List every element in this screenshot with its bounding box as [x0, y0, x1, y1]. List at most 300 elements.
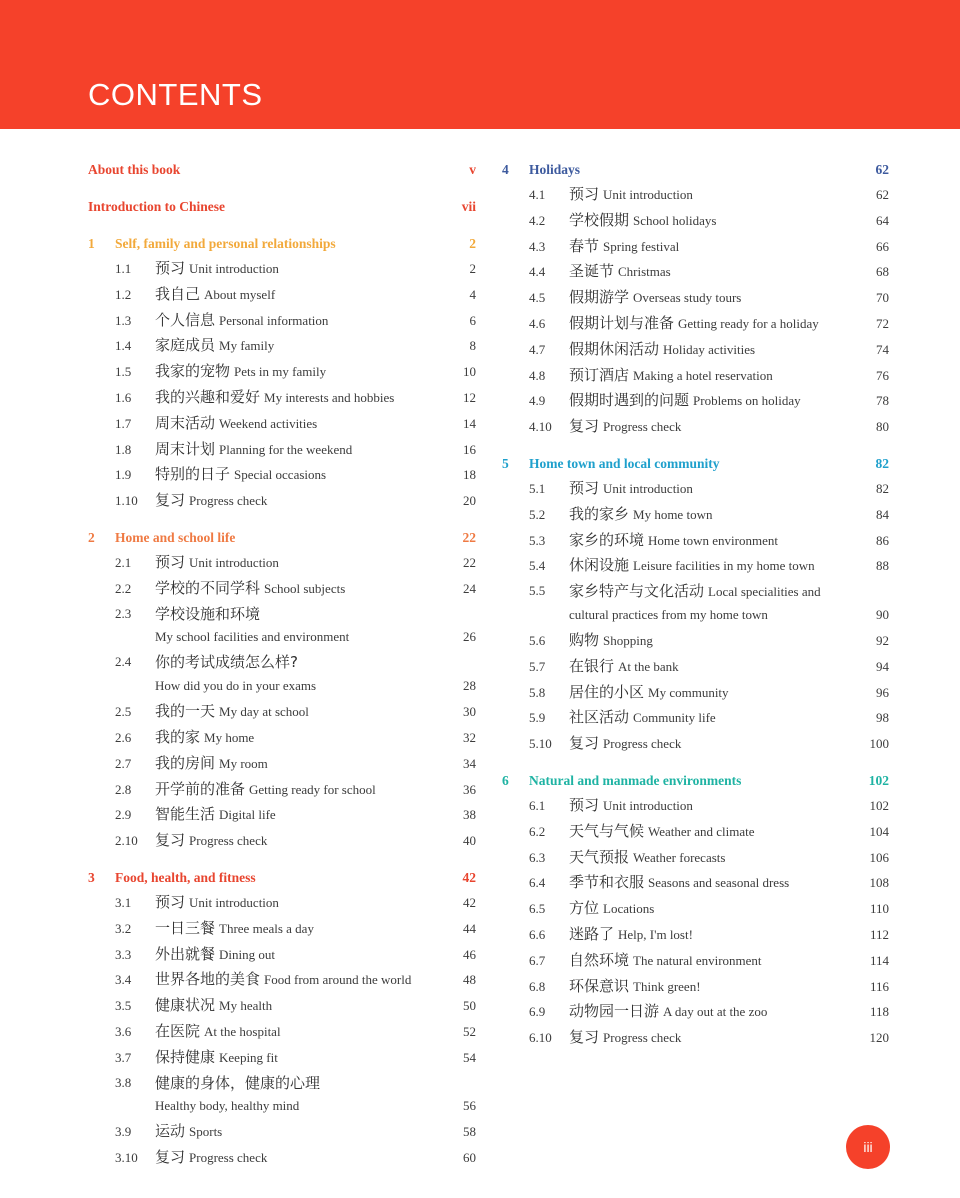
unit-heading[interactable]: [502, 158, 889, 182]
section-number: 4.10: [529, 419, 552, 435]
section-title-zh: 季节和衣服: [569, 873, 645, 892]
section-number: 5.10: [529, 736, 552, 752]
section-title-zh: 健康的身体，健康的心理: [155, 1073, 321, 1092]
section-row[interactable]: [88, 1071, 476, 1120]
entry-page: vii: [461, 199, 476, 214]
section-page: 36: [463, 781, 476, 797]
section-title-zh: 健康状况: [155, 996, 216, 1015]
unit-page: 102: [868, 772, 889, 788]
section-page: 62: [876, 187, 889, 202]
section-row[interactable]: [502, 948, 889, 974]
section-page: 18: [463, 467, 476, 483]
section-row[interactable]: [88, 385, 476, 411]
section-number: 6.8: [529, 978, 546, 994]
section-page: 78: [876, 393, 889, 409]
section-row[interactable]: [88, 256, 476, 282]
section-title-zh: 假期休闲活动: [569, 339, 660, 358]
section-title-en: My room: [219, 755, 268, 771]
section-title-en: Weekend activities: [219, 415, 318, 431]
section-number: 4.3: [529, 238, 546, 254]
section-title-zh: 开学前的准备: [155, 779, 246, 798]
section-number: 2.7: [115, 755, 132, 771]
section-row[interactable]: [88, 967, 476, 993]
toc-entry-introduction[interactable]: [88, 195, 476, 219]
section-title-en: Unit introduction: [603, 187, 693, 202]
section-title-zh: 我的家乡: [569, 504, 630, 523]
section-page: 46: [463, 946, 476, 962]
section-page: 88: [876, 558, 889, 574]
section-number: 3.1: [115, 894, 132, 910]
section-row[interactable]: [88, 828, 476, 854]
section-number: 4.1: [529, 187, 546, 202]
unit-page: 62: [875, 162, 889, 177]
section-page: 86: [876, 532, 889, 548]
section-title-en: School holidays: [633, 212, 717, 228]
section-row[interactable]: [88, 777, 476, 803]
section-row[interactable]: [88, 462, 476, 488]
section-title-en: Problems on holiday: [693, 393, 801, 409]
section-title-zh: 休闲设施: [569, 556, 630, 575]
section-number: 3.9: [115, 1124, 132, 1140]
section-number: 3.4: [115, 972, 132, 988]
section-title-zh: 家乡的环境: [569, 530, 645, 549]
section-page: 64: [876, 212, 889, 228]
section-title-en: Unit introduction: [603, 797, 693, 813]
section-title-en: Help, I'm lost!: [618, 926, 693, 942]
section-title-en: Shopping: [603, 632, 653, 648]
section-number: 1.3: [115, 312, 132, 328]
section-row[interactable]: [502, 579, 889, 628]
section-title-zh: 预订酒店: [569, 365, 630, 384]
section-number: 1.2: [115, 286, 132, 302]
section-number: 1.8: [115, 441, 132, 457]
section-page: 98: [876, 710, 889, 726]
section-row[interactable]: [88, 699, 476, 725]
section-number: 5.6: [529, 632, 546, 648]
section-row[interactable]: [88, 576, 476, 602]
section-page: 58: [463, 1124, 476, 1140]
section-number: 6.9: [529, 1004, 546, 1020]
section-page: 110: [869, 901, 889, 917]
section-page: 28: [463, 678, 476, 694]
section-title-zh: 假期游学: [569, 288, 630, 307]
unit-block: [502, 452, 889, 757]
section-row[interactable]: [502, 388, 889, 414]
section-number: 6.4: [529, 875, 546, 891]
section-page: 70: [876, 290, 889, 306]
section-title-zh: 预习: [155, 552, 186, 571]
unit-heading[interactable]: [88, 866, 476, 890]
section-row[interactable]: [502, 337, 889, 363]
section-number: 5.4: [529, 558, 546, 574]
section-title-en: Leisure facilities in my home town: [633, 558, 815, 574]
unit-title: Home and school life: [115, 529, 236, 545]
section-title-zh: 学校假期: [569, 210, 630, 229]
section-row[interactable]: [502, 845, 889, 871]
section-number: 4.5: [529, 290, 546, 306]
section-title-en: Making a hotel reservation: [633, 367, 773, 383]
section-title-zh: 天气与气候: [569, 821, 645, 840]
section-row[interactable]: [88, 359, 476, 385]
section-title-en: Unit introduction: [189, 554, 279, 570]
section-title-en: Christmas: [618, 264, 671, 280]
section-title-en: Pets in my family: [234, 364, 327, 380]
section-title-en: Sports: [189, 1124, 223, 1140]
section-row[interactable]: [502, 731, 889, 757]
section-row[interactable]: [502, 680, 889, 706]
section-page: 54: [463, 1049, 476, 1065]
section-title-en: Personal information: [219, 312, 329, 328]
section-row[interactable]: [502, 999, 889, 1025]
section-row[interactable]: [88, 333, 476, 359]
section-row[interactable]: [502, 502, 889, 528]
section-row[interactable]: [88, 942, 476, 968]
section-row[interactable]: [502, 705, 889, 731]
section-title-en: My community: [648, 684, 729, 700]
section-title-zh: 学校设施和环境: [155, 604, 261, 623]
section-number: 4.2: [529, 212, 546, 228]
section-row[interactable]: [88, 282, 476, 308]
section-row[interactable]: [502, 208, 889, 234]
section-row[interactable]: [88, 1045, 476, 1071]
section-row[interactable]: [88, 308, 476, 334]
section-title-zh: 环保意识: [569, 976, 630, 995]
section-page: 68: [876, 264, 889, 280]
section-row[interactable]: [502, 1025, 889, 1051]
unit-number: 5: [502, 455, 509, 471]
section-title-en: How did you do in your exams: [155, 678, 317, 694]
section-row[interactable]: [502, 793, 889, 819]
section-page: 10: [463, 364, 476, 380]
entry-title: About this book: [88, 162, 181, 177]
section-title-en: Progress check: [603, 419, 682, 435]
section-row[interactable]: [88, 550, 476, 576]
section-title-en: Spring festival: [603, 238, 680, 254]
section-title-zh: 智能生活: [155, 805, 216, 824]
unit-block: [88, 232, 476, 514]
section-title-en: The natural environment: [633, 952, 762, 968]
section-title-en: My day at school: [219, 704, 309, 720]
unit-title: Home town and local community: [529, 455, 720, 471]
section-number: 3.8: [115, 1074, 132, 1090]
section-title-en: Progress check: [603, 736, 682, 752]
section-title-en: My interests and hobbies: [264, 389, 395, 405]
section-row[interactable]: [502, 234, 889, 260]
section-title-zh: 迷路了: [569, 924, 615, 943]
section-number: 5.7: [529, 658, 546, 674]
section-number: 4.9: [529, 393, 546, 409]
section-row[interactable]: [502, 363, 889, 389]
section-title-zh: 自然环境: [569, 950, 630, 969]
section-title-en: Holiday activities: [663, 341, 756, 357]
section-page: 22: [463, 554, 476, 570]
section-title-zh: 在医院: [155, 1021, 201, 1040]
section-number: 2.3: [115, 605, 132, 621]
section-title-zh: 世界各地的美食: [155, 970, 261, 989]
section-row[interactable]: [88, 1019, 476, 1045]
unit-page: 2: [469, 236, 476, 251]
section-title-en: My school facilities and environment: [155, 629, 350, 645]
section-number: 4.8: [529, 367, 546, 383]
unit-title: Holidays: [529, 162, 581, 177]
section-title-en: Keeping fit: [219, 1049, 278, 1065]
section-row[interactable]: [88, 1119, 476, 1145]
section-title-en: Weather and climate: [648, 823, 755, 839]
section-row[interactable]: [88, 1145, 476, 1171]
section-row[interactable]: [502, 870, 889, 896]
section-page: 30: [463, 704, 476, 720]
section-title-en: Planning for the weekend: [219, 441, 353, 457]
section-title-en: Seasons and seasonal dress: [648, 875, 790, 891]
section-title-zh: 我的兴趣和爱好: [155, 387, 261, 406]
section-title-en: Getting ready for school: [249, 781, 376, 797]
section-title-en: My health: [219, 998, 273, 1014]
section-number: 2.10: [115, 833, 138, 849]
section-title-zh: 预习: [569, 185, 600, 203]
section-row[interactable]: [88, 751, 476, 777]
section-title-zh: 假期计划与准备: [569, 313, 675, 332]
section-number: 1.7: [115, 415, 132, 431]
page-title: CONTENTS: [88, 77, 263, 112]
section-number: 6.3: [529, 849, 546, 865]
section-title-zh: 特别的日子: [155, 465, 231, 484]
section-number: 5.5: [529, 583, 546, 599]
section-page: 76: [876, 367, 889, 383]
section-title-en: At the bank: [618, 658, 679, 674]
section-title-en: Weather forecasts: [633, 849, 726, 865]
section-page: 120: [869, 1030, 889, 1046]
section-page: 4: [469, 286, 476, 302]
section-page: 24: [463, 580, 476, 596]
section-number: 1.5: [115, 364, 132, 380]
section-title-en: Healthy body, healthy mind: [155, 1098, 300, 1114]
section-number: 3.5: [115, 998, 132, 1014]
section-row[interactable]: [88, 411, 476, 437]
unit-number: 6: [502, 772, 509, 788]
section-title-zh: 购物: [569, 630, 600, 649]
toc-column-right: [502, 158, 889, 1051]
section-title-en: Locations: [603, 901, 655, 917]
section-title-en: Unit introduction: [189, 894, 279, 910]
section-title-en: Local specialities and: [708, 584, 821, 600]
unit-number: 4: [502, 162, 509, 177]
unit-page: 22: [462, 529, 476, 545]
section-title-en: Dining out: [219, 946, 275, 962]
section-row[interactable]: [502, 896, 889, 922]
section-page: 116: [869, 978, 889, 994]
section-page: 16: [463, 441, 476, 457]
section-row[interactable]: [502, 974, 889, 1000]
section-title-zh: 一日三餐: [155, 918, 216, 937]
unit-title: Natural and manmade environments: [529, 772, 742, 788]
section-row[interactable]: [502, 414, 889, 440]
section-row[interactable]: [502, 259, 889, 285]
unit-page: 42: [462, 869, 476, 885]
unit-number: 1: [88, 236, 95, 251]
section-page: 92: [876, 632, 889, 648]
section-row[interactable]: [502, 528, 889, 554]
section-number: 3.3: [115, 946, 132, 962]
section-page: 40: [463, 833, 476, 849]
section-title-zh: 保持健康: [155, 1047, 216, 1066]
section-title-zh: 复习: [569, 1028, 600, 1047]
section-page: 20: [463, 493, 476, 509]
section-row[interactable]: [88, 916, 476, 942]
unit-heading[interactable]: [502, 769, 889, 793]
unit-title: Food, health, and fitness: [115, 869, 256, 885]
section-page: 82: [876, 480, 889, 496]
unit-block: [502, 769, 889, 1051]
section-row[interactable]: [88, 725, 476, 751]
section-title-zh: 家乡特产与文化活动: [569, 582, 705, 601]
section-page: 14: [463, 415, 476, 431]
section-row[interactable]: [502, 819, 889, 845]
section-title-zh: 预习: [569, 478, 600, 497]
section-row[interactable]: [88, 993, 476, 1019]
section-number: 1.1: [115, 261, 132, 276]
section-row[interactable]: [88, 890, 476, 916]
section-title-en: My family: [219, 338, 275, 354]
entry-title: Introduction to Chinese: [88, 199, 226, 214]
toc-entry-about[interactable]: [88, 158, 476, 182]
section-number: 3.6: [115, 1023, 132, 1039]
section-number: 5.8: [529, 684, 546, 700]
section-row[interactable]: [502, 285, 889, 311]
section-number: 2.9: [115, 807, 132, 823]
section-page: 108: [869, 875, 889, 891]
section-title-zh: 复习: [569, 734, 600, 753]
unit-block: [502, 158, 889, 440]
section-number: 1.10: [115, 493, 138, 509]
unit-number: 3: [88, 869, 95, 885]
section-page: 100: [869, 736, 889, 752]
section-page: 118: [869, 1004, 889, 1020]
section-title-en: School subjects: [264, 580, 346, 596]
section-number: 2.6: [115, 729, 132, 745]
section-page: 52: [463, 1023, 476, 1039]
section-page: 42: [463, 894, 476, 910]
section-title-zh: 假期时遇到的问题: [569, 391, 690, 410]
section-row[interactable]: [88, 802, 476, 828]
section-title-zh: 动物园一日游: [569, 1002, 660, 1021]
section-title-en: Three meals a day: [219, 920, 314, 936]
unit-number: 2: [88, 529, 95, 545]
section-page: 6: [469, 312, 476, 328]
section-number: 6.6: [529, 926, 546, 942]
section-title-zh: 复习: [569, 417, 600, 436]
section-number: 6.5: [529, 901, 546, 917]
section-page: 2: [469, 261, 476, 276]
page-number-badge: [846, 1125, 890, 1169]
section-number: 6.2: [529, 823, 546, 839]
section-number: 5.1: [529, 480, 546, 496]
section-number: 2.5: [115, 704, 132, 720]
section-row[interactable]: [502, 476, 889, 502]
section-page: 102: [869, 797, 889, 813]
section-title-en: Community life: [633, 710, 716, 726]
section-row[interactable]: [502, 628, 889, 654]
section-title-zh: 复习: [155, 1148, 186, 1167]
section-title-zh: 居住的小区: [569, 682, 645, 701]
section-page: 114: [869, 952, 889, 968]
unit-heading[interactable]: [502, 452, 889, 476]
section-title-zh: 预习: [569, 795, 600, 814]
section-row[interactable]: [502, 182, 889, 208]
section-title-zh: 圣诞节: [569, 262, 615, 281]
section-title-zh: 我家的宠物: [155, 362, 231, 381]
section-title-zh: 春节: [569, 236, 600, 255]
section-number: 5.3: [529, 532, 546, 548]
section-row[interactable]: [502, 654, 889, 680]
section-row[interactable]: [88, 437, 476, 463]
section-title-zh: 周末活动: [155, 413, 216, 432]
section-title-zh: 在银行: [569, 656, 615, 675]
section-page: 12: [463, 389, 476, 405]
section-number: 4.7: [529, 341, 546, 357]
section-page: 74: [876, 341, 889, 357]
section-title-zh: 社区活动: [569, 708, 630, 727]
section-row[interactable]: [502, 553, 889, 579]
section-page: 80: [876, 419, 889, 435]
section-title-en: My home town: [633, 506, 713, 522]
section-title-zh: 运动: [155, 1122, 186, 1141]
section-page: 26: [463, 629, 476, 645]
section-number: 1.4: [115, 338, 132, 354]
section-row[interactable]: [88, 488, 476, 514]
section-number: 4.4: [529, 264, 546, 280]
section-row[interactable]: [88, 602, 476, 651]
section-row[interactable]: [88, 650, 476, 699]
section-title-en: Special occasions: [234, 467, 327, 483]
section-page: 112: [869, 926, 889, 942]
section-number: 1.9: [115, 467, 132, 483]
section-page: 50: [463, 998, 476, 1014]
section-title-en: Progress check: [603, 1030, 682, 1046]
section-title-zh: 个人信息: [155, 310, 216, 329]
section-title-en: Overseas study tours: [633, 290, 742, 306]
section-title-en: About myself: [204, 286, 276, 302]
section-page: 90: [876, 606, 889, 622]
section-title-zh: 外出就餐: [155, 944, 216, 963]
section-row[interactable]: [502, 311, 889, 337]
section-page: 94: [876, 658, 889, 674]
section-title-en: Food from around the world: [264, 972, 412, 988]
section-number: 6.1: [529, 797, 546, 813]
page-number: iii: [863, 1139, 873, 1155]
section-page: 38: [463, 807, 476, 823]
section-number: 5.2: [529, 506, 546, 522]
entry-page: v: [469, 162, 476, 177]
section-page: 8: [469, 338, 476, 354]
section-title-zh: 我自己: [155, 284, 201, 303]
section-number: 2.8: [115, 781, 132, 797]
unit-title: Self, family and personal relationships: [115, 236, 336, 251]
section-title-zh: 天气预报: [569, 847, 630, 866]
section-number: 2.2: [115, 580, 132, 596]
unit-heading[interactable]: [88, 232, 476, 256]
section-title-zh: 你的考试成绩怎么样?: [155, 653, 298, 672]
section-title-en: Unit introduction: [189, 261, 279, 276]
section-title-en-cont: cultural practices from my home town: [569, 606, 768, 622]
unit-heading[interactable]: [88, 526, 476, 550]
section-page: 104: [869, 823, 889, 839]
section-page: 32: [463, 729, 476, 745]
section-page: 44: [463, 920, 476, 936]
section-title-zh: 预习: [155, 259, 186, 277]
toc-column-left: [88, 158, 476, 1171]
section-row[interactable]: [502, 922, 889, 948]
section-title-en: Progress check: [189, 833, 268, 849]
